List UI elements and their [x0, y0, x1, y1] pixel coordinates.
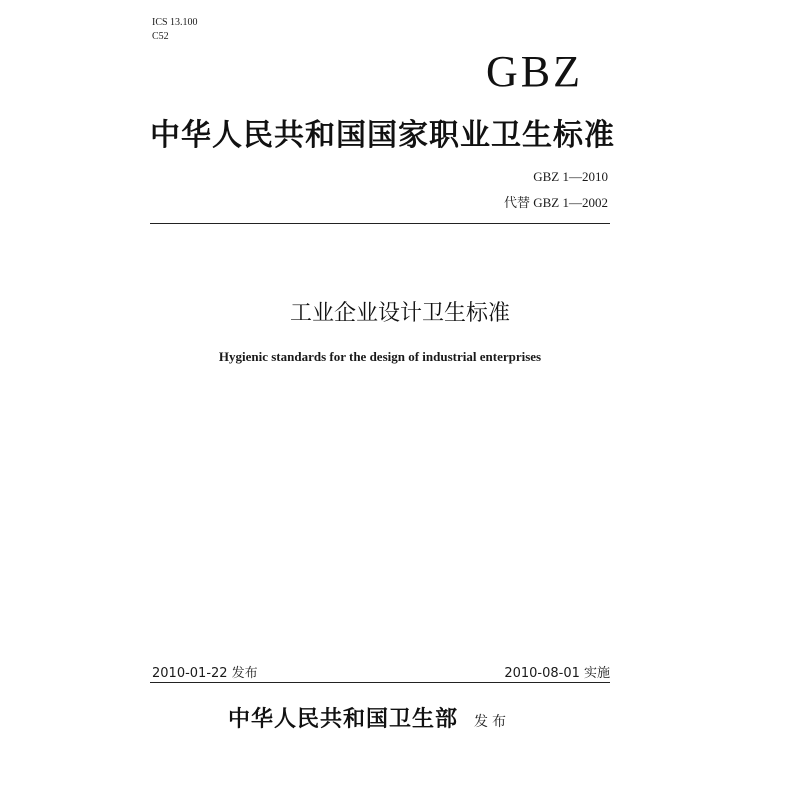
- issue-date: 2010-01-22 发布: [152, 666, 258, 681]
- gbz-logo: GBZ: [486, 47, 583, 96]
- document-title-english: Hygienic standards for the design of industrial enterprises: [218, 349, 542, 364]
- standard-category-title: 中华人民共和国国家职业卫生标准: [150, 118, 615, 153]
- document-title-chinese: 工业企业设计卫生标准: [289, 301, 510, 326]
- issuer-line: [228, 705, 510, 737]
- top-divider: [150, 223, 610, 224]
- ccs-code: C52: [152, 31, 169, 42]
- standard-number: GBZ 1—2010: [533, 169, 608, 184]
- issuer-suffix: 发布: [474, 714, 511, 730]
- implementation-date: 2010-08-01 实施: [504, 666, 610, 681]
- bottom-divider: [150, 682, 610, 683]
- replaces-standard: 代替 GBZ 1—2002: [503, 195, 608, 210]
- issuer-name: 中华人民共和国卫生部: [228, 707, 459, 732]
- ics-code: ICS 13.100: [152, 17, 198, 28]
